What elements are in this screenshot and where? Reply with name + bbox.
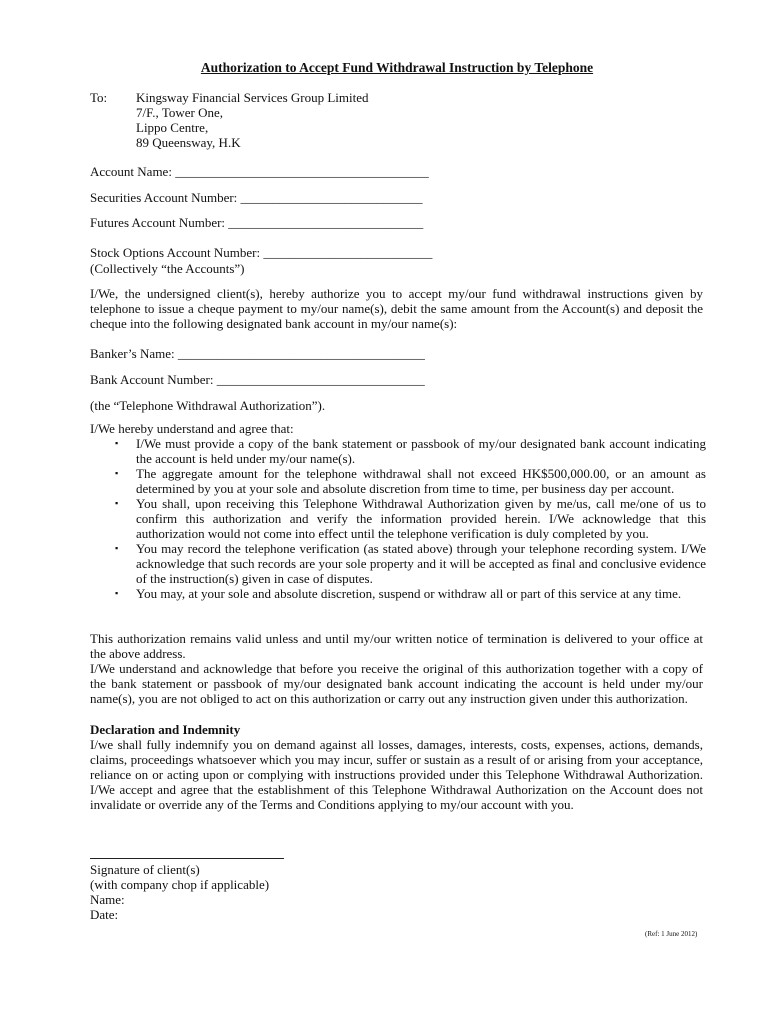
to-label: To: [90,90,108,105]
collectively-note: (Collectively “the Accounts”) [90,261,245,276]
indemnity-paragraph: I/we shall fully indemnify you on demand against all losses, damages, interests, costs, expenses, actions, demands, claims, proceedings whatsoever which you may incur, suffer or sustain as a result of or arising from your acceptance, reliance on or acting upon or complying with instructions provided under this Telephone Withdrawal Authorization. I/We accept and agree that the establishment of this Telephone Withdrawal Authorization on the Account does not invalidate or override any of the Terms and Conditions applying to my/our account with you. [90,737,703,812]
stock-options-account-field[interactable]: Stock Options Account Number: __________________________ [90,245,433,260]
company-chop-note: (with company chop if applicable) [90,877,270,892]
account-name-field[interactable]: Account Name: _______________________________________ [90,164,429,179]
declaration-heading: Declaration and Indemnity [90,722,241,737]
bullet-text: The aggregate amount for the telephone withdrawal shall not exceed HK$500,000.00, or an amount as determined by you at your sole and absolute discretion from time to time, per business day per account. [136,466,706,496]
validity-paragraph: This authorization remains valid unless and until my/our written notice of termination is delivered to your office at the above address. [90,631,703,661]
signature-label: Signature of client(s) [90,862,200,877]
bullet-text: You shall, upon receiving this Telephone Withdrawal Authorization given by me/us, call me/one of us to confirm this authorization and verify the information provided herein. I/We acknowledge that this authorization would not come into effect until the telephone verification is duly completed by you. [136,496,706,541]
telephone-withdrawal-authorization-note: (the “Telephone Withdrawal Authorization”). [90,398,326,413]
addressee-address-line: 7/F., Tower One, [136,105,223,120]
bullet-text: You may, at your sole and absolute discretion, suspend or withdraw all or part of this service at any time. [136,586,682,601]
bullet-text: You may record the telephone verification (as stated above) through your telephone recording system. I/We acknowledge that such records are your sole property and it will be accepted as final and conclusive evidence of the instruction(s) given in case of disputes. [136,541,706,586]
terms-bullet-list [90,436,706,601]
list-item [90,541,706,586]
agree-intro: I/We hereby understand and agree that: [90,421,294,436]
list-item [90,436,706,466]
bank-account-number-field[interactable]: Bank Account Number: ________________________________ [90,372,425,387]
bullet-icon: ▪ [115,543,119,553]
addressee-address-line: 89 Queensway, H.K [136,135,241,150]
bullet-icon: ▪ [115,468,119,478]
signature-line[interactable] [90,858,284,859]
authorization-paragraph: I/We, the undersigned client(s), hereby authorize you to accept my/our fund withdrawal instructions given by telephone to issue a cheque payment to my/our name(s), debit the same amount from the Account(s) and deposit the cheque into the following designated bank account in my/our name(s): [90,286,703,331]
list-item [90,496,706,541]
bullet-text: I/We must provide a copy of the bank statement or passbook of my/our designated bank account indicating the account is held under my/our name(s). [136,436,706,466]
bullet-icon: ▪ [115,588,119,598]
bullet-icon: ▪ [115,438,119,448]
futures-account-field[interactable]: Futures Account Number: ______________________________ [90,215,424,230]
list-item [90,466,706,496]
reference-note: (Ref: 1 June 2012) [645,930,698,938]
bankers-name-field[interactable]: Banker’s Name: ______________________________________ [90,346,425,361]
addressee-address-line: Lippo Centre, [136,120,209,135]
bullet-icon: ▪ [115,498,119,508]
document-title: Authorization to Accept Fund Withdrawal Instruction by Telephone [200,60,594,75]
addressee-company: Kingsway Financial Services Group Limited [136,90,369,105]
list-item [90,586,706,601]
date-label: Date: [90,907,119,922]
addressee-lines [136,90,369,150]
acknowledge-paragraph: I/We understand and acknowledge that before you receive the original of this authorization together with a copy of the bank statement or passbook of my/our designated bank account indicating the account is held under my/our name(s), you are not obliged to act on this authorization or carry out any instruction given under this authorization. [90,661,703,706]
name-label: Name: [90,892,125,907]
securities-account-field[interactable]: Securities Account Number: ____________________________ [90,190,423,205]
